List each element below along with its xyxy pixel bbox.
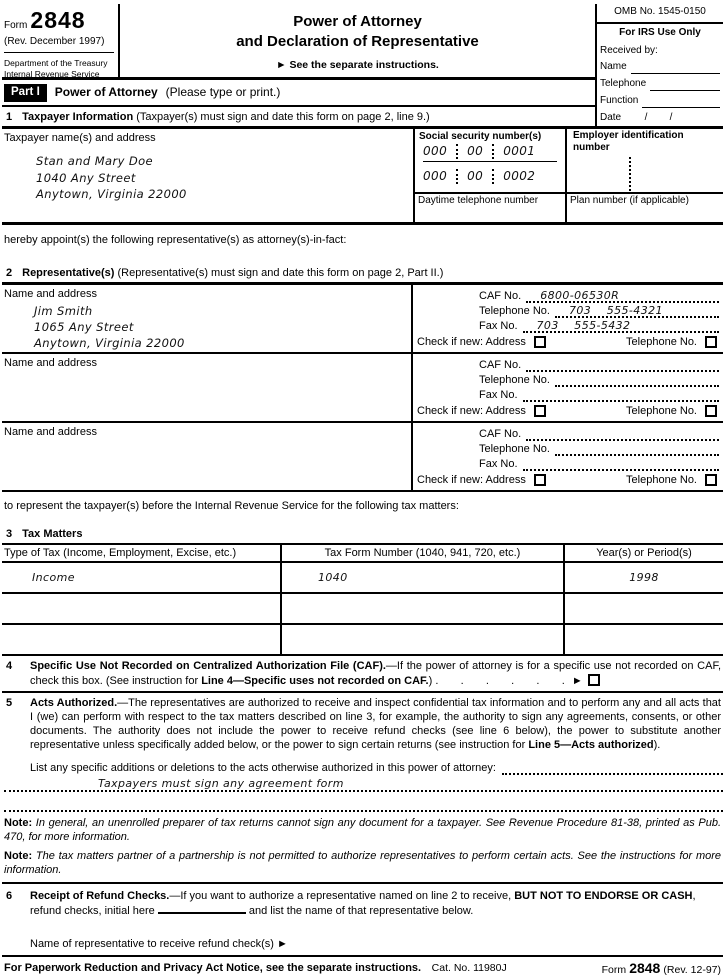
note-label: Note: <box>4 850 33 863</box>
rep2-address-new-checkbox[interactable] <box>534 405 546 417</box>
line5-number: 5 <box>6 696 13 709</box>
rep1-fax-line[interactable] <box>523 319 719 333</box>
rep1-telephone-value: 703 555-4321 <box>568 303 663 317</box>
additions-dotted-line-2[interactable] <box>4 798 723 812</box>
irs-date-slashes: / / <box>625 112 673 124</box>
taxpayer-info-box <box>2 129 723 225</box>
line6-title: Receipt of Refund Checks. <box>30 890 170 903</box>
rep2-telephone-line[interactable] <box>555 373 719 387</box>
form-title-line2: and Declaration of Representative <box>236 32 479 50</box>
additions-dotted-line[interactable] <box>502 761 723 775</box>
taxpayer-city: Anytown, Virginia 22000 <box>36 187 187 202</box>
line6-text2: , refund checks, initial here <box>30 890 696 918</box>
line6-number: 6 <box>6 890 13 903</box>
form-number: 2848 <box>30 7 86 33</box>
tax-form-cell <box>282 625 565 654</box>
rep1-telephone-line[interactable] <box>555 304 719 318</box>
rep2-caf-label: CAF No. <box>479 358 522 371</box>
irs-function-label: Function <box>600 95 639 107</box>
rep2-fax-label: Fax No. <box>479 388 518 401</box>
rep3-name-address-label: Name and address <box>4 426 97 439</box>
form-revision: (Rev. December 1997) <box>4 36 114 53</box>
line3-number: 3 <box>6 528 13 541</box>
line5-section: 5 Acts Authorized.—The representatives are authorized to receive and inspect confidential tax information and to perform any and all acts that I (we) can perform with respect to the tax matters described on line 3, for example, the authority to sign any agreements, consents, or other documents. The authority does not include the power to receive refund checks (see line 6 below), the power to substitute another representative unless specifically added below, or the power to sign certain returns (see instruction for Line 5—Acts authorized). List any specific additions or deletions to the acts otherwise authorized in this power of attorney: Taxpayers must sign any agreement form <box>2 693 723 812</box>
daytime-telephone-cell[interactable]: Daytime telephone number <box>415 192 565 222</box>
rep1-street: 1065 Any Street <box>34 320 134 335</box>
part1-header <box>2 80 595 107</box>
line4-bold-ref: Line 4—Specific uses not recorded on CAF. <box>201 674 429 687</box>
dept-treasury: Department of the Treasury <box>4 58 108 69</box>
line1-title: Taxpayer Information <box>22 110 134 123</box>
line6-bold-emphasis: BUT NOT TO ENDORSE OR CASH <box>514 890 693 903</box>
form-header <box>2 4 723 129</box>
taxpayer-street: 1040 Any Street <box>36 170 136 185</box>
refund-representative-label: Name of representative to receive refund check(s) ► <box>30 938 288 951</box>
irs-use-only-label: For IRS Use Only <box>619 26 701 38</box>
rep2-fax-line[interactable] <box>523 388 719 402</box>
rep1-name-address-label: Name and address <box>4 287 97 300</box>
rep1-caf-line[interactable] <box>526 289 719 303</box>
line6-section <box>2 884 723 956</box>
tax-table-header-type: Type of Tax (Income, Employment, Excise, etc.) <box>2 545 282 561</box>
tax-form-cell <box>282 594 565 623</box>
tax-type-cell <box>2 625 282 654</box>
irs-telephone-label: Telephone <box>600 78 647 90</box>
rep1-check-if-new-label: Check if new: Address <box>417 335 526 348</box>
rep2-telephone-new-checkbox[interactable] <box>705 405 717 417</box>
additions-entry-line[interactable] <box>4 777 723 792</box>
ssn-separator <box>492 169 494 184</box>
form-id-block <box>2 4 120 77</box>
tax-table-row-3[interactable] <box>2 625 723 656</box>
list-additions-label: List any specific additions or deletions to the acts otherwise authorized in this power of attorney: <box>30 761 496 774</box>
part1-badge: Part I <box>4 84 47 102</box>
ssn-separator <box>492 144 494 159</box>
ssn-column <box>413 129 565 222</box>
ssn-value-2[interactable]: 000 00 0002 <box>423 168 536 183</box>
rep3-caf-label: CAF No. <box>479 428 522 441</box>
note-label: Note: <box>4 816 33 829</box>
ssn-separator <box>456 144 458 159</box>
note-unenrolled-preparer <box>2 812 723 845</box>
taxpayer-name-address-value[interactable] <box>36 153 413 203</box>
line2-title: Representative(s) <box>22 266 115 279</box>
ssn-value-1[interactable]: 000 00 0001 <box>423 144 557 162</box>
rep1-telephone-label: Telephone No. <box>479 304 550 317</box>
rep1-address-new-checkbox[interactable] <box>534 336 546 348</box>
footer-form-id: Form 2848 (Rev. 12-97) <box>601 959 721 976</box>
line5-bold-ref: Line 5—Acts authorized <box>528 738 654 751</box>
line6-text3: and list the name of that representative below. <box>245 905 474 918</box>
form-title-block <box>120 4 595 77</box>
represent-statement: to represent the taxpayer(s) before the Internal Revenue Service for the following tax matters: <box>4 500 459 513</box>
form-title-line1: Power of Attorney <box>293 13 422 30</box>
tax-year-cell <box>565 625 723 654</box>
ein-column <box>565 129 723 222</box>
rep1-caf-label: CAF No. <box>479 289 522 302</box>
line5-text: —The representatives are authorized to receive and inspect confidential tax information and to perform any and all acts that I (we) can perform with respect to the tax matters described on line 3, for example, the authority to sign any agreements, consents, or other documents. The authority does not include the power to receive refund checks (see line 6 below), the power to substitute another representative unless specifically added below, or the power to sign certain returns (see instruction for <box>30 696 721 751</box>
irs-use-only-box <box>595 4 723 126</box>
tax-year-cell <box>565 594 723 623</box>
rep2-telephone-new-label: Telephone No. <box>626 405 697 418</box>
rep1-telephone-new-label: Telephone No. <box>626 335 697 348</box>
tax-year-cell: 1998 <box>629 571 659 585</box>
taxpayer-name-address-label: Taxpayer name(s) and address <box>4 131 156 144</box>
form-footer <box>2 957 723 977</box>
part1-note: (Please type or print.) <box>165 85 281 100</box>
rep2-check-if-new-label: Check if new: Address <box>417 405 526 418</box>
see-instructions-note: ► See the separate instructions. <box>276 59 439 71</box>
ein-dotted-separator[interactable] <box>629 157 723 191</box>
line1-number: 1 <box>6 110 13 123</box>
rep1-caf-value: 6800-06530R <box>540 288 620 302</box>
tax-table-row-2[interactable] <box>2 594 723 625</box>
line4-title: Specific Use Not Recorded on Centralized Authorization File (CAF). <box>30 660 386 673</box>
dept-irs: Internal Revenue Service <box>4 68 100 79</box>
line3-header <box>2 525 723 545</box>
representative-block-1 <box>2 285 723 354</box>
representative-block-3 <box>2 423 723 492</box>
irs-name-line[interactable] <box>631 63 720 74</box>
rep1-name: Jim Smith <box>34 304 93 319</box>
specific-use-checkbox[interactable] <box>588 674 600 686</box>
rep2-telephone-label: Telephone No. <box>479 373 550 386</box>
representative-block-2 <box>2 354 723 423</box>
line4-number: 4 <box>6 660 13 673</box>
ein-label: Employer identification number <box>573 129 684 154</box>
line2-header <box>2 263 723 285</box>
additions-handwritten-value: Taxpayers must sign any agreement form <box>98 776 344 790</box>
irs-name-label: Name <box>600 61 627 73</box>
initial-here-line[interactable] <box>158 903 246 914</box>
line2-number: 2 <box>6 266 13 279</box>
ssn-label: Social security number(s) <box>419 130 542 142</box>
part1-title: Power of Attorney <box>54 85 158 100</box>
form-word: Form <box>4 20 28 31</box>
rep1-fax-value: 703 555-5432 <box>536 318 631 332</box>
line2-note: (Representative(s) must sign and date this form on page 2, Part II.) <box>117 266 444 279</box>
tax-type-cell <box>2 594 282 623</box>
irs-telephone-line[interactable] <box>650 80 720 91</box>
note-text: The tax matters partner of a partnership is not permitted to authorize representatives to perform certain acts. See the instructions for more information. <box>4 850 722 877</box>
appoint-statement: hereby appoint(s) the following representative(s) as attorney(s)-in-fact: <box>4 233 347 246</box>
rep1-city: Anytown, Virginia 22000 <box>34 336 185 351</box>
tax-table-header-form: Tax Form Number (1040, 941, 720, etc.) <box>282 545 565 561</box>
rep2-caf-line[interactable] <box>526 358 719 372</box>
line5-title: Acts Authorized. <box>30 696 118 709</box>
tax-table-header-year: Year(s) or Period(s) <box>596 547 692 560</box>
catalog-number: Cat. No. 11980J <box>431 961 507 974</box>
rep3-telephone-new-checkbox[interactable] <box>705 474 717 486</box>
line1-note: (Taxpayer(s) must sign and date this form on page 2, line 9.) <box>136 110 430 123</box>
rep3-telephone-new-label: Telephone No. <box>626 474 697 487</box>
line4-section: 4 Specific Use Not Recorded on Centralized Authorization File (CAF).—If the power of attorney is for a specific use not recorded on CAF, check this box. (See instruction for Line 4—Specific uses not recorded on CAF.) . . . . . . ► <box>2 656 723 692</box>
line1-header <box>2 107 595 126</box>
paperwork-notice: For Paperwork Reduction and Privacy Act Notice, see the separate instructions. <box>4 962 422 975</box>
rep3-check-if-new-label: Check if new: Address <box>417 474 526 487</box>
note-text: In general, an unenrolled preparer of tax returns cannot sign any document for a taxpayer. See Revenue Procedure 81-38, printed as Pub. 470, for more information. <box>4 816 722 844</box>
omb-number: OMB No. 1545-0150 <box>597 4 723 24</box>
rep2-name-address-label: Name and address <box>4 357 97 370</box>
dot-leaders: . . . . . . ► <box>435 674 585 687</box>
rep1-name-address-value[interactable] <box>34 303 411 351</box>
rep3-fax-label: Fax No. <box>479 458 518 471</box>
line6-text1: —If you want to authorize a representative named on line 2 to receive, <box>169 890 515 903</box>
irs-function-line[interactable] <box>642 97 720 108</box>
plan-number-cell[interactable]: Plan number (if applicable) <box>567 192 723 222</box>
rep1-telephone-new-checkbox[interactable] <box>705 336 717 348</box>
tax-table-row-1[interactable] <box>2 563 723 594</box>
tax-type-cell: Income <box>2 563 282 592</box>
taxpayer-name: Stan and Mary Doe <box>36 153 154 168</box>
irs-date-label: Date <box>600 112 622 124</box>
ssn-separator <box>456 169 458 184</box>
rep1-fax-label: Fax No. <box>479 319 518 332</box>
note-tax-matters-partner <box>2 845 723 884</box>
line3-title: Tax Matters <box>22 528 83 541</box>
rep3-telephone-line[interactable] <box>555 442 719 456</box>
line4-text: —If the power of attorney is for a specific use not recorded on CAF, check this box. (See instruction for <box>30 660 721 687</box>
rep3-fax-line[interactable] <box>523 457 719 471</box>
rep3-address-new-checkbox[interactable] <box>534 474 546 486</box>
received-by-label: Received by: <box>600 44 658 56</box>
tax-form-cell: 1040 <box>282 563 565 592</box>
refund-representative-row[interactable] <box>2 937 723 956</box>
rep3-caf-line[interactable] <box>526 427 719 441</box>
rep3-telephone-label: Telephone No. <box>479 443 550 456</box>
tax-table-header <box>2 545 723 563</box>
